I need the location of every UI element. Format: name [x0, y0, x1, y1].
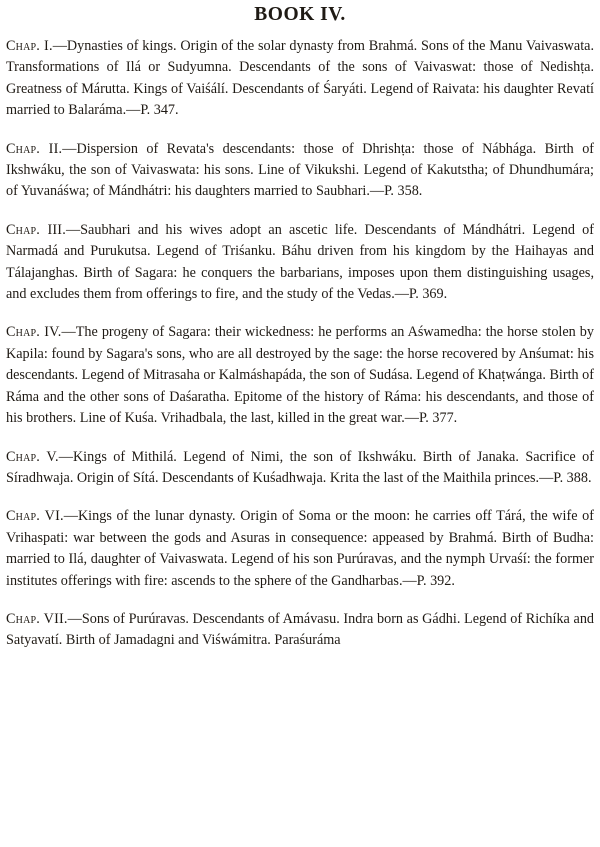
chapter-text: —Dynasties of kings. Origin of the solar dynasty from Brahmá. Sons of the Manu Vaivaswata. Transformations of Ilá or Sudyumna. Descendants of the sons of Vaivaswat: those of Nedishṭa. Greatness of Márutta. Kings of Vaiśálí. Descendants of Śaryáti. Legend of Raivata: his daughter Revatí married to Balaráma.—P. 347.	[6, 38, 594, 119]
chapter-label: Chap. VI.	[6, 508, 64, 525]
chapter-text: —Kings of the lunar dynasty. Origin of Soma or the moon: he carries off Tárá, the wife of Vrihaspati: war between the gods and Asuras in consequence: appeased by Brahmá. Birth of Budha: married to Ilá, daughter of Vaivaswata. Legend of his son Purúravas, and the nymph Urvaśí: the former institutes offerings with fire: ascends to the sphere of the Gandharbas.—P. 392.	[6, 508, 594, 589]
chapter-label: Chap. VII.	[6, 610, 68, 627]
chapter-text: —Kings of Mithilá. Legend of Nimi, the son of Ikshwáku. Birth of Janaka. Sacrifice of Síradhwaja. Origin of Sítá. Descendants of Kuśadhwaja. Krita the last of the Maithila princes.—P. 388.	[6, 448, 594, 486]
chapter-summary	[6, 220, 594, 306]
chapter-label: Chap. I.	[6, 38, 53, 54]
chapter-summary	[6, 506, 594, 592]
chapter-label: Chap. V.	[6, 448, 59, 465]
chapter-text: —Dispersion of Revata's descendants: those of Dhrishṭa: those of Nábhága. Birth of Ikshwáku, the son of Vaivaswata: his sons. Line of Vikukshi. Legend of Kakutstha; of Dhundhumára; of Yuvanáśwa; of Mándhátri: his daughters married to Saubhari.—P. 358.	[6, 140, 595, 200]
chapter-text: —Saubhari and his wives adopt an ascetic life. Descendants of Mándhátri. Legend of Narmadá and Purukutsa. Legend of Triśanku. Báhu driven from his kingdom by the Haihayas and Tálajanghas. Birth of Sagara: he conquers the barbarians, imposes upon them distinguishing usages, and excludes them from offerings to fire, and the study of the Vedas.—P. 369.	[6, 221, 594, 303]
chapter-label: Chap. IV.	[6, 324, 62, 341]
chapter-summary	[6, 322, 594, 429]
chapter-text: —Sons of Purúravas. Descendants of Amávasu. Indra born as Gádhi. Legend of Richíka and Satyavatí. Birth of Jamadagni and Viśwámitra. Paraśuráma	[6, 610, 595, 649]
chapter-summary	[6, 447, 594, 490]
chapter-label: Chap. III.	[6, 221, 66, 238]
chapter-summary	[6, 36, 594, 122]
chapter-label: Chap. II.	[6, 140, 63, 157]
book-title: BOOK IV.	[254, 4, 346, 25]
chapter-summary	[6, 609, 594, 652]
chapter-summary	[6, 139, 594, 203]
chapter-text: —The progeny of Sagara: their wickedness: he performs an Aśwamedha: the horse stolen by Kapila: found by Sagara's sons, who are all destroyed by the sage: the horse recovered by Anśumat: his descendants. Legend of Mitrasaha or Kalmáshapáda, the son of Sudása. Legend of Khaṭwánga. Birth of Ráma and the other sons of Daśaratha. Epitome of the history of Ráma: his descendants, and those of his brothers. Line of Kuśa. Vrihadbala, the last, killed in the great war.—P. 377.	[6, 324, 594, 427]
